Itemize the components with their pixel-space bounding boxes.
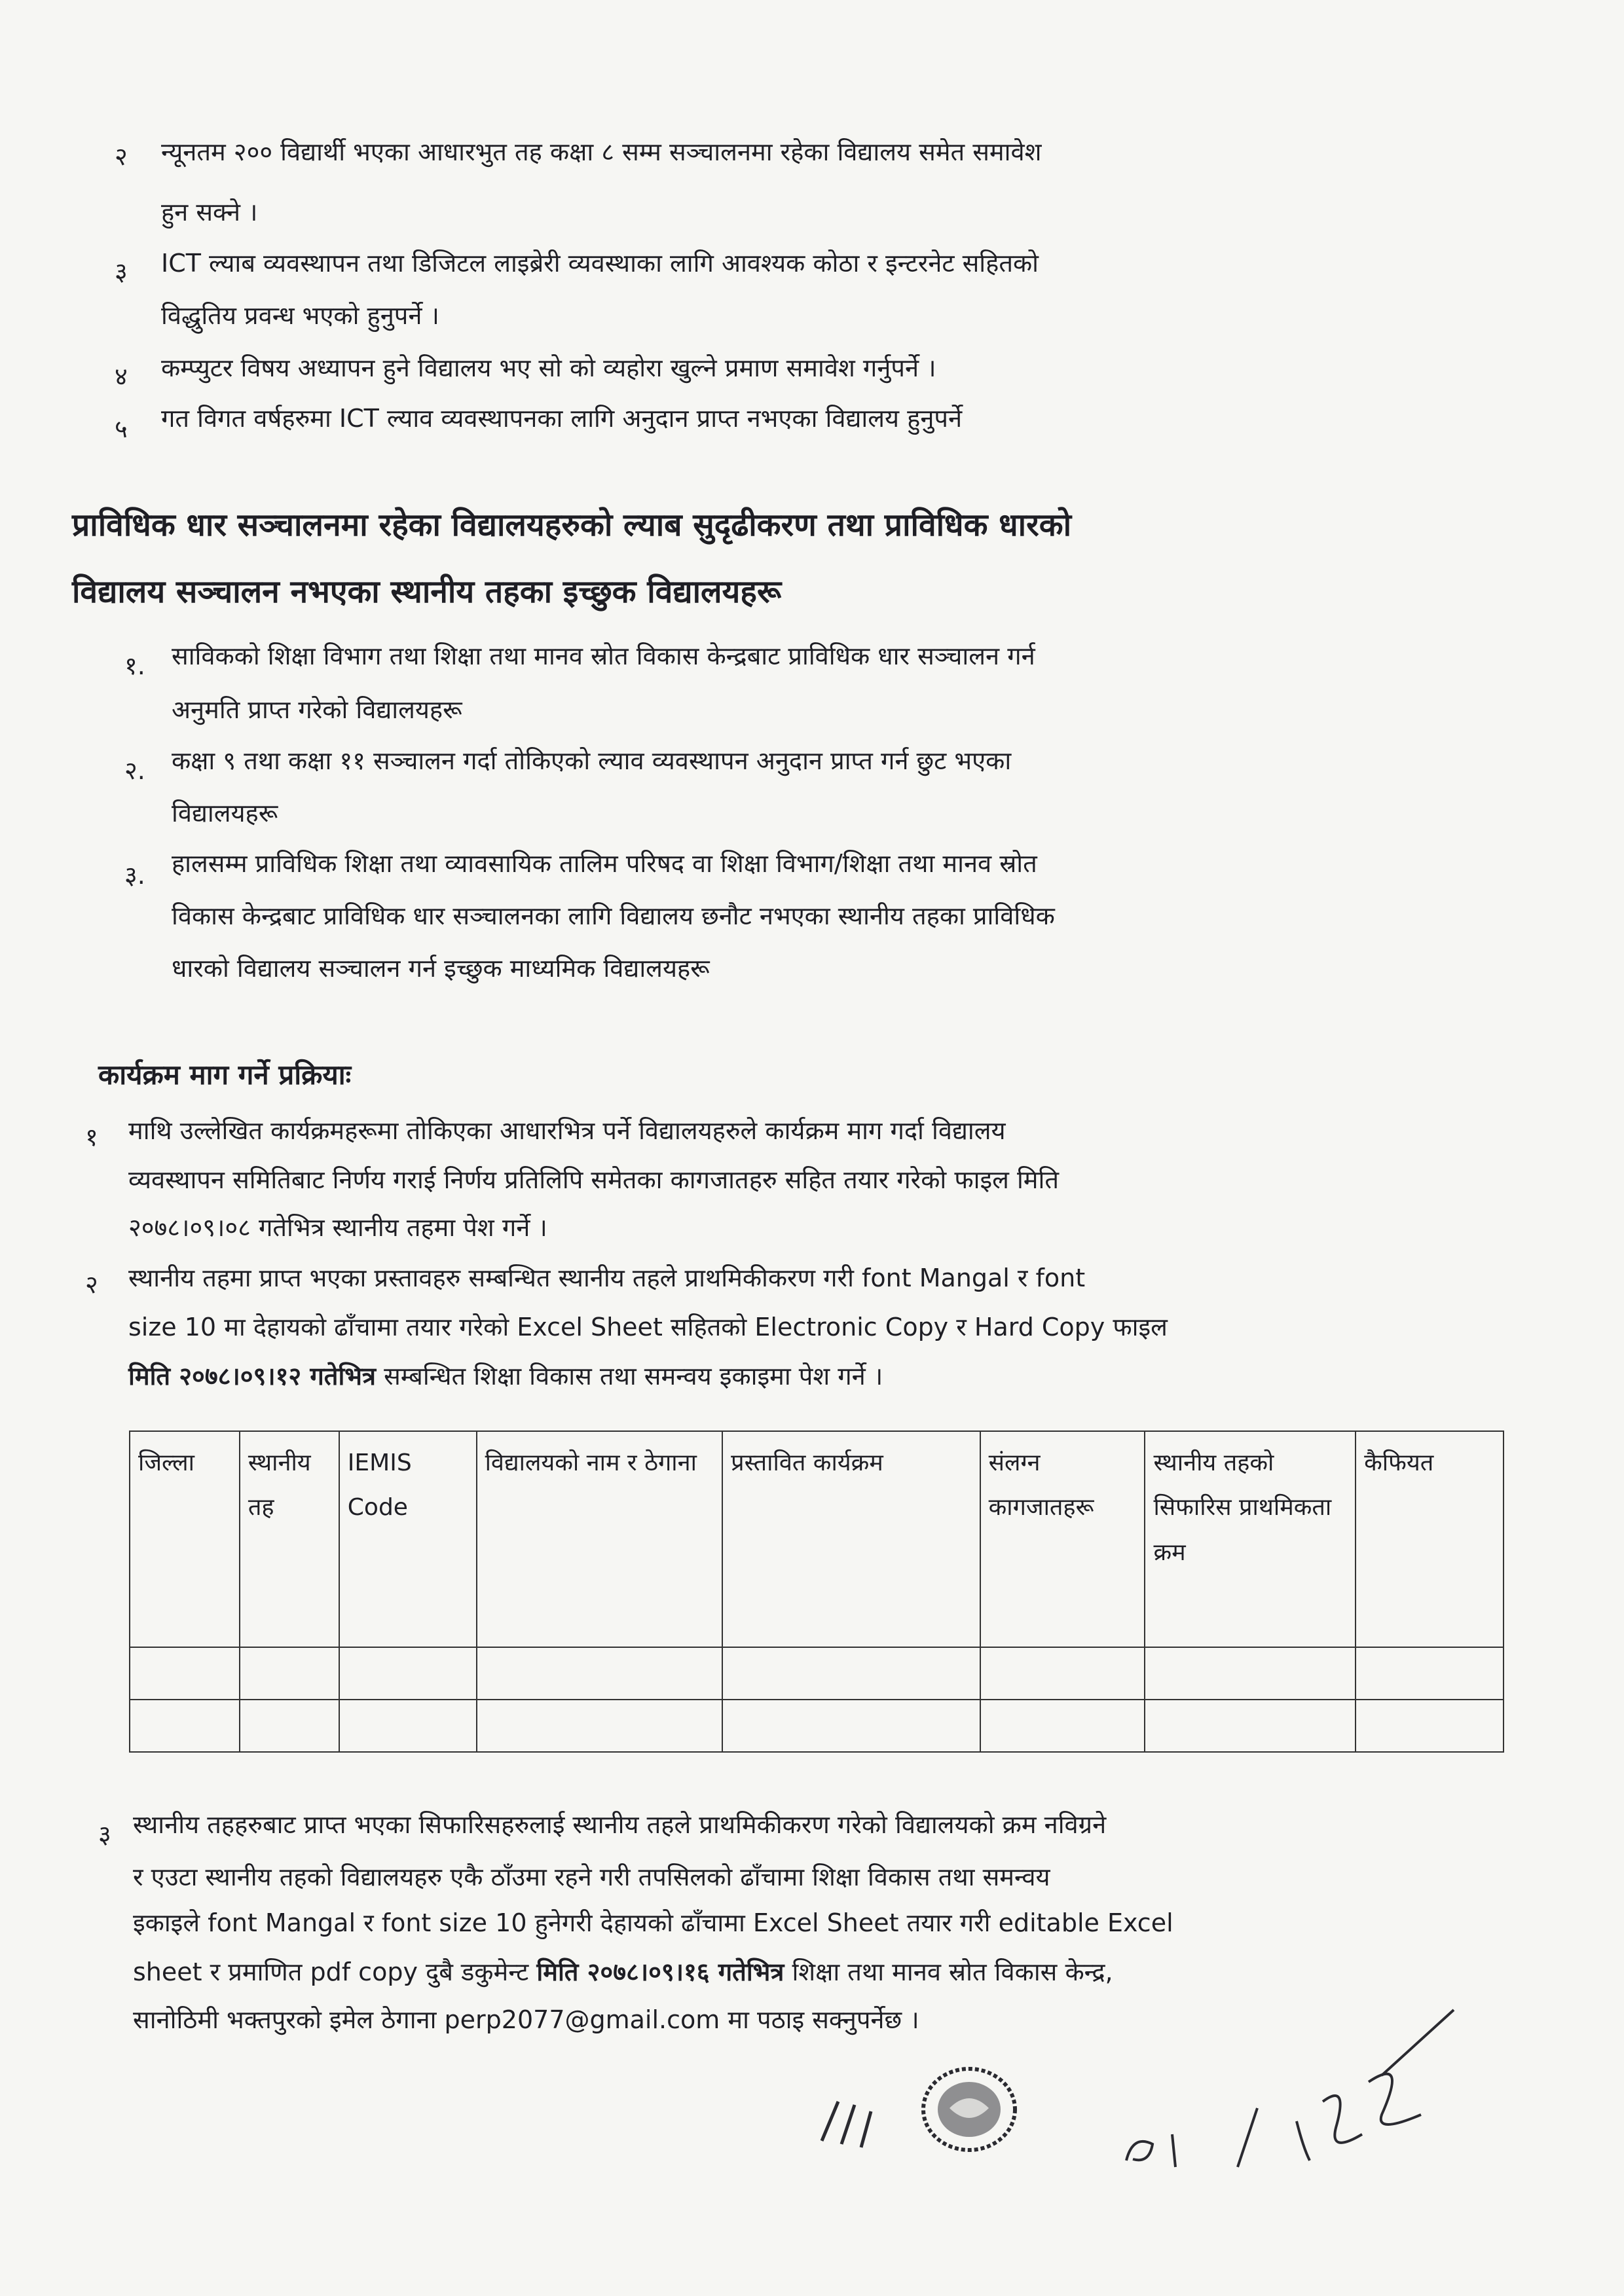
table-cell xyxy=(1145,1700,1356,1752)
table-row xyxy=(130,1700,1504,1752)
tech-item-number: २. xyxy=(124,756,145,785)
table-cell xyxy=(477,1700,723,1752)
process-text xyxy=(133,1954,1113,1988)
tech-item-number: १. xyxy=(124,651,145,680)
table-cell xyxy=(130,1700,240,1752)
criteria-text: ICT ल्याब व्यवस्थापन तथा डिजिटल लाइब्रेरी व्यवस्थाका लागि आवश्यक कोठा र इन्टरनेट सहितको xyxy=(161,249,1039,278)
table-header-cell: विद्यालयको नाम र ठेगाना xyxy=(477,1431,723,1647)
tech-item-text: कक्षा ९ तथा कक्षा ११ सञ्चालन गर्दा तोकिएको ल्याव व्यवस्थापन अनुदान प्राप्त गर्न छुट भएका xyxy=(172,746,1012,775)
process-text: र एउटा स्थानीय तहको विद्यालयहरु एकै ठाँउमा रहने गरी तपसिलको ढाँचामा शिक्षा विकास तथा समन्वय xyxy=(133,1863,1050,1891)
table-cell xyxy=(240,1647,339,1700)
criteria-text: कम्प्युटर विषय अध्यापन हुने विद्यालय भए सो को व्यहोरा खुल्ने प्रमाण समावेश गर्नुपर्ने । xyxy=(161,354,936,382)
process-number: १ xyxy=(85,1123,98,1152)
process-number: ३ xyxy=(98,1820,111,1849)
handwritten-signature xyxy=(1113,2003,1480,2174)
table-cell xyxy=(477,1647,723,1700)
criteria-number: ३ xyxy=(115,257,128,286)
table-cell xyxy=(240,1700,339,1752)
tech-item-text: अनुमति प्राप्त गरेको विद्यालयहरू xyxy=(172,695,462,724)
table-header-cell: संलग्न कागजातहरू xyxy=(980,1431,1145,1647)
section-heading-line2: विद्यालय सञ्चालन नभएका स्थानीय तहका इच्छुक विद्यालयहरू xyxy=(72,574,782,610)
tech-item-number: ३. xyxy=(124,861,145,890)
process-text: स्थानीय तहमा प्राप्त भएका प्रस्तावहरु सम्बन्धित स्थानीय तहले प्राथमिकीकरण गरी font Mangal र font xyxy=(128,1264,1086,1292)
table-header-row xyxy=(130,1431,1504,1647)
tech-item-text: धारको विद्यालय सञ्चालन गर्न इच्छुक माध्यमिक विद्यालयहरू xyxy=(172,954,710,983)
tech-item-text: विकास केन्द्रबाट प्राविधिक धार सञ्चालनका लागि विद्यालय छनौट नभएका स्थानीय तहका प्राविधिक xyxy=(172,902,1055,930)
table-cell xyxy=(339,1647,477,1700)
process-text: २०७८।०९।०८ गतेभित्र स्थानीय तहमा पेश गर्ने । xyxy=(128,1213,547,1242)
criteria-text: विद्धुतिय प्रवन्ध भएको हुनुपर्ने । xyxy=(161,301,439,330)
table-cell xyxy=(980,1700,1145,1752)
criteria-text: गत विगत वर्षहरुमा ICT ल्याव व्यवस्थापनका लागि अनुदान प्राप्त नभएका विद्यालय हुनुपर्ने xyxy=(161,404,963,433)
table-cell xyxy=(1356,1647,1504,1700)
table-header-cell: जिल्ला xyxy=(130,1431,240,1647)
table-cell xyxy=(1356,1700,1504,1752)
submission-format-table xyxy=(129,1430,1504,1753)
process-date-bold: मिति २०७८।०९।१२ गतेभित्र xyxy=(128,1362,376,1391)
criteria-text: हुन सक्ने । xyxy=(161,198,258,227)
process-text: माथि उल्लेखित कार्यक्रमहरूमा तोकिएका आधारभित्र पर्ने विद्यालयहरुले कार्यक्रम माग गर्दा विद्यालय xyxy=(128,1116,1006,1145)
table-cell xyxy=(1145,1647,1356,1700)
criteria-number: ५ xyxy=(115,414,128,443)
process-number: २ xyxy=(85,1270,98,1299)
process-text: सानोठिमी भक्तपुरको इमेल ठेगाना perp2077@gmail.com मा पठाइ सक्नुपर्नेछ । xyxy=(133,2005,919,2034)
section-heading-line1: प्राविधिक धार सञ्चालनमा रहेका विद्यालयहरुको ल्याब सुदृढीकरण तथा प्राविधिक धारको xyxy=(72,507,1072,543)
process-text: स्थानीय तहहरुबाट प्राप्त भएका सिफारिसहरुलाई स्थानीय तहले प्राथमिकीकरण गरेको विद्यालयको क्रम नविग्रने xyxy=(133,1810,1107,1839)
table-header-cell: प्रस्तावित कार्यक्रम xyxy=(722,1431,980,1647)
tech-item-text: विद्यालयहरू xyxy=(172,799,278,828)
process-text: size 10 मा देहायको ढाँचामा तयार गरेको Excel Sheet सहितको Electronic Copy र Hard Copy फाइल xyxy=(128,1313,1168,1341)
process-text-pre: sheet र प्रमाणित pdf copy दुबै डकुमेन्ट xyxy=(133,1958,537,1986)
process-heading: कार्यक्रम माग गर्ने प्रक्रियाः xyxy=(98,1059,352,1091)
criteria-number: ४ xyxy=(115,362,128,391)
criteria-text: न्यूनतम २०० विद्यार्थी भएका आधारभुत तह कक्षा ८ सम्म सञ्चालनमा रहेका विद्यालय समेत समावेश xyxy=(161,137,1042,166)
table-cell xyxy=(339,1700,477,1752)
tech-item-text: हालसम्म प्राविधिक शिक्षा तथा व्यावसायिक तालिम परिषद वा शिक्षा विभाग/शिक्षा तथा मानव स्रोत xyxy=(172,849,1037,878)
office-seal-icon xyxy=(913,2062,1025,2160)
table-cell xyxy=(980,1647,1145,1700)
criteria-number: २ xyxy=(115,142,128,171)
process-date-bold: मिति २०७८।०९।१६ गतेभित्र xyxy=(536,1958,784,1986)
table-cell xyxy=(722,1647,980,1700)
seal-marking-icon xyxy=(809,2082,913,2160)
table-header-cell: स्थानीय तहको सिफारिस प्राथमिकता क्रम xyxy=(1145,1431,1356,1647)
tech-item-text: साविकको शिक्षा विभाग तथा शिक्षा तथा मानव स्रोत विकास केन्द्रबाट प्राविधिक धार सञ्चालन गर्न xyxy=(172,642,1035,670)
table-header-cell: कैफियत xyxy=(1356,1431,1504,1647)
process-text: इकाइले font Mangal र font size 10 हुनेगरी देहायको ढाँचामा Excel Sheet तयार गरी editable Excel xyxy=(133,1908,1173,1937)
table-header-cell: IEMIS Code xyxy=(339,1431,477,1647)
process-text xyxy=(128,1358,883,1393)
table-cell xyxy=(722,1700,980,1752)
table-cell xyxy=(130,1647,240,1700)
table-row xyxy=(130,1647,1504,1700)
process-text-rest: शिक्षा तथा मानव स्रोत विकास केन्द्र, xyxy=(784,1958,1113,1986)
process-text: व्यवस्थापन समितिबाट निर्णय गराई निर्णय प्रतिलिपि समेतका कागजातहरु सहित तयार गरेको फाइल मिति xyxy=(128,1165,1060,1194)
process-text-rest: सम्बन्धित शिक्षा विकास तथा समन्वय इकाइमा पेश गर्ने । xyxy=(376,1362,883,1391)
table-header-cell: स्थानीय तह xyxy=(240,1431,339,1647)
